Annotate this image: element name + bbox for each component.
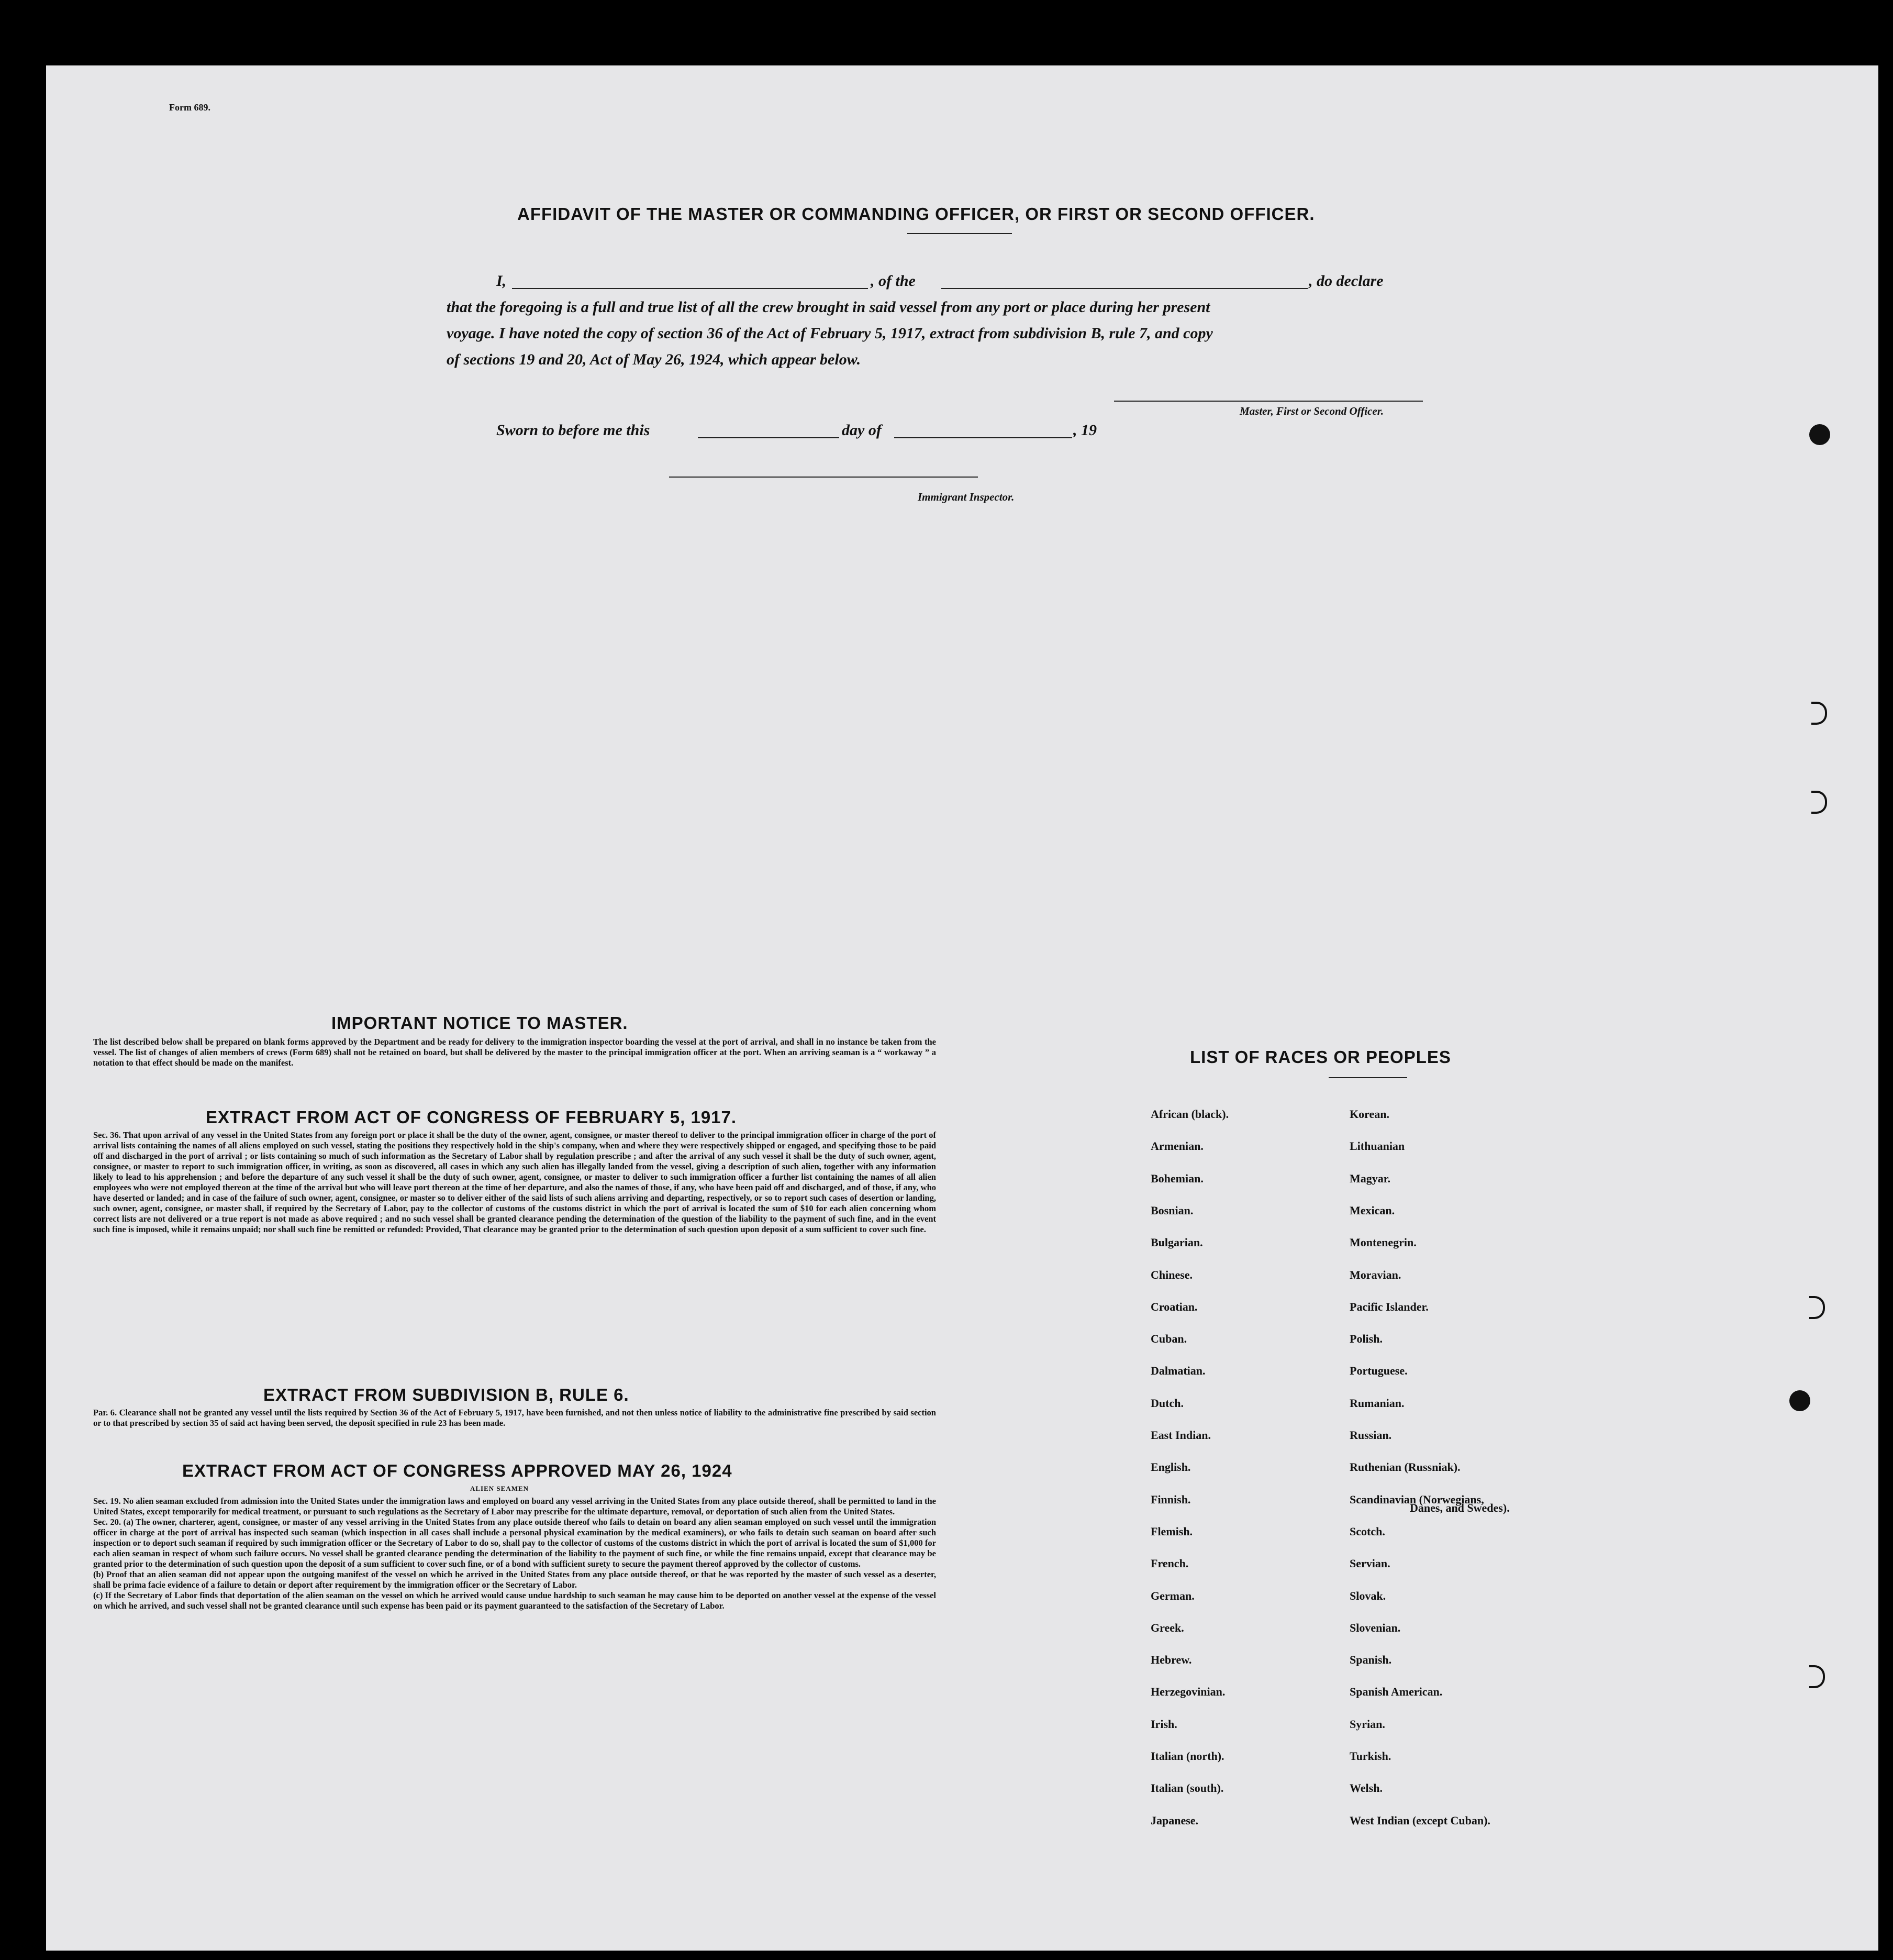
inspector-label: Immigrant Inspector. xyxy=(918,491,1015,503)
race-item: German. xyxy=(1151,1589,1195,1602)
extract-1924-title: EXTRACT FROM ACT OF CONGRESS APPROVED MAY 26, 1924 xyxy=(182,1461,732,1480)
race-item: Hebrew. xyxy=(1151,1653,1192,1666)
race-item: Pacific Islander. xyxy=(1350,1300,1429,1313)
signature-line xyxy=(1114,401,1423,402)
race-item: Slovenian. xyxy=(1350,1621,1401,1634)
race-item: Slovak. xyxy=(1350,1589,1386,1602)
race-item: Montenegrin. xyxy=(1350,1236,1417,1249)
race-item: French. xyxy=(1151,1557,1189,1570)
race-item: Scotch. xyxy=(1350,1525,1385,1538)
race-item: English. xyxy=(1151,1460,1191,1474)
race-item: Finnish. xyxy=(1151,1493,1191,1506)
race-item: Portuguese. xyxy=(1350,1364,1408,1377)
year-text: , 19 xyxy=(1073,422,1097,439)
sec-20b-text: (b) Proof that an alien seaman did not appear upon the outgoing manifest of the vessel on which he arrived in the United States from any place outside thereof, or that he was reported by the master of such vessel as a deserter, shall be prima facie evidence of a failure to detain or deport after requirement by the immigration officer or the Secretary of Labor. xyxy=(93,1569,936,1590)
punch-hole xyxy=(1809,1296,1825,1319)
race-item: Bosnian. xyxy=(1151,1204,1194,1217)
sworn-day-blank xyxy=(698,437,839,438)
race-item: Moravian. xyxy=(1350,1268,1401,1281)
race-item: Dutch. xyxy=(1151,1397,1184,1410)
races-title-rule xyxy=(1329,1077,1407,1078)
race-item: Italian (north). xyxy=(1151,1749,1224,1763)
race-item: Dalmatian. xyxy=(1151,1364,1206,1377)
race-item: Herzegovinian. xyxy=(1151,1685,1226,1698)
name-blank xyxy=(512,288,868,289)
alien-seamen-subtitle: ALIEN SEAMEN xyxy=(470,1485,529,1492)
affidavit-of-the: , of the xyxy=(871,272,916,290)
signature-label: Master, First or Second Officer. xyxy=(1240,405,1384,417)
extract-1924-body xyxy=(93,1496,936,1611)
race-item: Irish. xyxy=(1151,1718,1177,1731)
race-item: Lithuanian xyxy=(1350,1139,1405,1153)
notice-title: IMPORTANT NOTICE TO MASTER. xyxy=(331,1013,628,1033)
race-item: Croatian. xyxy=(1151,1300,1198,1313)
notice-text: The list described below shall be prepared on blank forms approved by the Department and be ready for delivery to the immigration inspector boarding the vessel at the port of arrival, and shall in no instance be taken from the vessel. The list of changes of alien members of crews (Form 689) shall not be retained on board, but shall be delivered by the master to the principal immigration officer at the port. When an arriving seaman is a “ workaway ” a notation to that effect should be made on the manifest. xyxy=(93,1037,936,1068)
race-item: Spanish American. xyxy=(1350,1685,1443,1698)
race-scandinavian-continued: Danes, and Swedes). xyxy=(1410,1501,1510,1514)
affidavit-line-1: that the foregoing is a full and true list of all the crew brought in said vessel from any port or place during her present xyxy=(447,298,1210,316)
affidavit-line-3: of sections 19 and 20, Act of May 26, 1924, which appear below. xyxy=(447,351,861,368)
punch-hole xyxy=(1811,702,1827,725)
extract-1917-text: Sec. 36. That upon arrival of any vessel in the United States from any foreign port or place it shall be the duty of the owner, agent, consignee, or master thereof to deliver to the principal immigration officer in charge of the port of arrival lists containing the names of all aliens employed on such vessel, stating the positions they respectively hold in the ship's company, when and where they were respectively shipped or engaged, and specifying those to be paid off and discharged in the port of arrival ; or lists containing so much of such information as the Secretary of Labor shall by regulation prescribe ; and after the arrival of any such vessel it shall be the duty of such owner, agent, consignee, or master to report to such immigration officer, in writing, as soon as discovered, all cases in which any such alien has illegally landed from the vessel, giving a description of such alien, together with any information likely to lead to his apprehension ; and before the departure of any such vessel it shall be the duty of such owner, agent, consignee, or master to deliver to such immigration officer a further list containing the names of all alien employees who were not employed thereon at the time of the arrival but who will leave port thereon at the time of her departure, and also the names of those, if any, who have been paid off and discharged, and of those, if any, who have deserted or landed; and in case of the failure of such owner, agent, consignee, or master so to deliver either of the said lists of such aliens arriving and departing, respectively, or so to report such cases of desertion or landing, such owner, agent, consignee, or master shall, if required by the Secretary of Labor, pay to the collector of customs of the customs district in which the port of arrival is located the sum of $10 for each alien concerning whom correct lists are not delivered or a true report is not made as above required ; and no such vessel shall be granted clearance pending the determination of the question of the liability to the payment of such fine, and in the event such fine is imposed, while it remains unpaid; nor shall such fine be remitted or refunded: Provided, That clearance may be granted prior to the determination of such question upon deposit of a sum sufficient to cover such fine. xyxy=(93,1130,936,1234)
race-item: Spanish. xyxy=(1350,1653,1392,1666)
race-item: Bohemian. xyxy=(1151,1172,1204,1185)
race-item: Syrian. xyxy=(1350,1718,1385,1731)
inspector-line xyxy=(669,477,978,478)
race-item: Greek. xyxy=(1151,1621,1184,1634)
sec-20a-text: Sec. 20. (a) The owner, charterer, agent, consignee, or master of any vessel arriving in the United States from any place outside thereof who fails to detain on board any alien seaman employed on such vessel until the immigration officer in charge at the port of arrival has inspected such seaman (which inspection in all cases shall include a personal physical examination by the medical examiners), or who fails to detain such seaman on board after such inspection or to deport such seaman if required by such immigration officer or the Secretary of Labor to do so, shall pay to the collector of customs of the customs district in which the port of arrival is located the sum of $1,000 for each alien seaman in respect of whom such failure occurs. No vessel shall be granted clearance pending the determination of the liability to the payment of such fine, or while the fine remains unpaid, except that clearance may be granted prior to the determination of such question upon the deposit of a sum sufficient to cover such fine, or of a bond with sufficient surety to secure the payment thereof approved by the collector of customs. xyxy=(93,1517,936,1569)
race-item: Ruthenian (Russniak). xyxy=(1350,1460,1461,1474)
form-number: Form 689. xyxy=(169,102,210,113)
race-item: Cuban. xyxy=(1151,1332,1187,1345)
extract-1917-title: EXTRACT FROM ACT OF CONGRESS OF FEBRUARY 5, 1917. xyxy=(206,1108,737,1127)
affidavit-i: I, xyxy=(496,272,507,290)
race-item: Bulgarian. xyxy=(1151,1236,1203,1249)
race-item: Russian. xyxy=(1350,1429,1392,1442)
race-item: Chinese. xyxy=(1151,1268,1193,1281)
race-item: Japanese. xyxy=(1151,1814,1199,1827)
rule6-text: Par. 6. Clearance shall not be granted any vessel until the lists required by Section 36 of the Act of February 5, 1917, have been furnished, and not then unless notice of liability to the administrative fine prescribed by said section or to that prescribed by section 35 of said act having been served, the deposit specified in rule 23 has been made. xyxy=(93,1408,936,1428)
race-item: Mexican. xyxy=(1350,1204,1395,1217)
rule6-title: EXTRACT FROM SUBDIVISION B, RULE 6. xyxy=(263,1385,629,1404)
race-item: West Indian (except Cuban). xyxy=(1350,1814,1490,1827)
punch-hole xyxy=(1811,791,1827,814)
affidavit-do-declare: , do declare xyxy=(1309,272,1384,290)
race-item: East Indian. xyxy=(1151,1429,1211,1442)
race-item: Turkish. xyxy=(1350,1749,1391,1763)
races-title: LIST OF RACES OR PEOPLES xyxy=(1190,1047,1451,1067)
day-of-text: day of xyxy=(842,422,882,439)
race-item: Magyar. xyxy=(1350,1172,1391,1185)
sec-19-text: Sec. 19. No alien seaman excluded from admission into the United States under the immigration laws and employed on board any vessel arriving in the United States from any place outside thereof, shall be permitted to land in the United States, except temporarily for medical treatment, or pursuant to such regulations as the Secretary of Labor may prescribe for the ultimate departure, removal, or deportation of such alien from the United States. xyxy=(93,1496,936,1516)
race-item: Armenian. xyxy=(1151,1139,1204,1153)
affidavit-title: AFFIDAVIT OF THE MASTER OR COMMANDING OFFICER, OR FIRST OR SECOND OFFICER. xyxy=(517,204,1315,224)
race-item: Rumanian. xyxy=(1350,1397,1405,1410)
sec-20c-text: (c) If the Secretary of Labor finds that deportation of the alien seaman on the vessel on which he arrived would cause undue hardship to such seaman he may cause him to be deported on another vessel at the expense of the vessel on which he arrived, and such vessel shall not be granted clearance until such expense has been paid or its payment guaranteed to the satisfaction of the Secretary of Labor. xyxy=(93,1590,936,1611)
race-item: Italian (south). xyxy=(1151,1781,1224,1795)
affidavit-line-2: voyage. I have noted the copy of section 36 of the Act of February 5, 1917, extract from subdivision B, rule 7, and copy xyxy=(447,325,1213,342)
race-item: Flemish. xyxy=(1151,1525,1193,1538)
punch-hole xyxy=(1809,424,1830,445)
race-item: Scandinavian (Norwegians, xyxy=(1350,1493,1484,1506)
title-rule xyxy=(907,233,1012,234)
vessel-blank xyxy=(941,288,1308,289)
race-item: Polish. xyxy=(1350,1332,1383,1345)
document-page xyxy=(46,65,1878,1951)
race-item: Welsh. xyxy=(1350,1781,1383,1795)
punch-hole xyxy=(1809,1665,1825,1688)
sworn-text: Sworn to before me this xyxy=(496,422,650,439)
race-item: Servian. xyxy=(1350,1557,1390,1570)
race-item: African (black). xyxy=(1151,1108,1229,1121)
sworn-month-blank xyxy=(894,437,1072,438)
punch-hole xyxy=(1789,1390,1810,1411)
race-item: Korean. xyxy=(1350,1108,1389,1121)
